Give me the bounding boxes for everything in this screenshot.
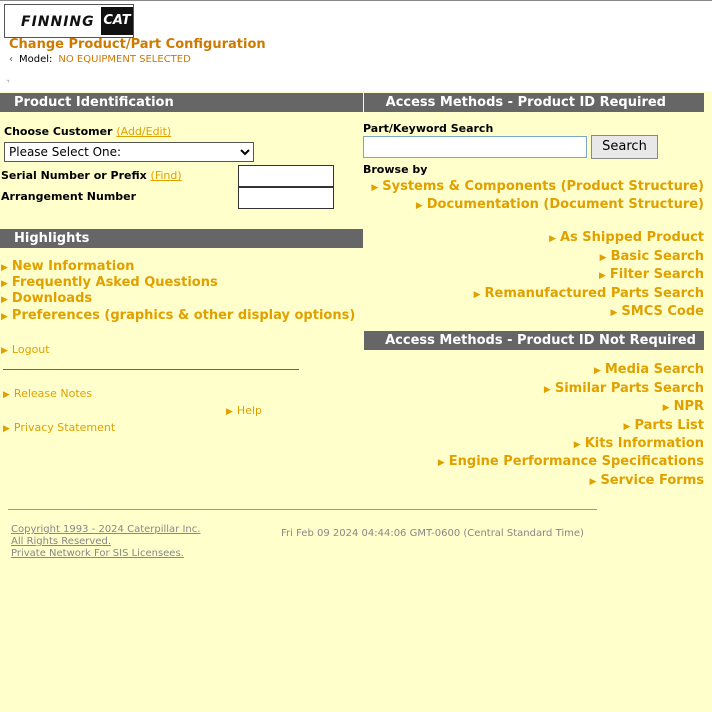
model-label: Model: <box>19 54 53 65</box>
access-not-required-header: Access Methods - Product ID Not Required <box>364 331 704 350</box>
triangle-right-icon: ▶ <box>589 477 597 487</box>
model-line <box>9 54 191 65</box>
browse-by-label: Browse by <box>363 163 428 176</box>
choose-customer-label: Choose Customer (Add/Edit) <box>4 125 172 138</box>
page-title[interactable]: Change Product/Part Configuration <box>9 37 266 52</box>
triangle-right-icon: ▶ <box>623 422 631 432</box>
systems-components-link[interactable]: ▶ Systems & Components (Product Structure) <box>371 179 704 194</box>
cat-logo-text: CAT <box>101 7 133 35</box>
remanufactured-parts-search-link[interactable]: ▶ Remanufactured Parts Search <box>473 286 704 301</box>
serial-number-input[interactable] <box>238 165 334 187</box>
footer-timestamp: Fri Feb 09 2024 04:44:06 GMT-0600 (Central Standard Time) <box>281 528 584 539</box>
triangle-right-icon: ▶ <box>549 234 556 244</box>
help-link[interactable]: ▶ Help <box>226 404 262 417</box>
find-serial-link[interactable]: (Find) <box>150 169 182 182</box>
highlights-header: Highlights <box>0 229 363 248</box>
triangle-right-icon: ▶ <box>610 308 618 318</box>
as-shipped-product-link[interactable]: ▶ As Shipped Product <box>549 230 704 245</box>
triangle-right-icon: ▶ <box>662 403 670 413</box>
finning-cat-logo[interactable] <box>4 4 134 38</box>
chevron-left-icon[interactable]: ‹ <box>9 54 13 65</box>
rights-link[interactable]: All Rights Reserved. <box>11 536 112 547</box>
triangle-right-icon: ▶ <box>593 366 601 376</box>
filter-search-link[interactable]: ▶ Filter Search <box>598 267 704 282</box>
triangle-right-icon: ▶ <box>226 407 233 417</box>
downloads-link[interactable]: ▶ Downloads <box>1 291 93 306</box>
release-notes-link[interactable]: ▶ Release Notes <box>3 387 93 400</box>
add-edit-customer-link[interactable]: (Add/Edit) <box>116 125 172 138</box>
npr-link[interactable]: ▶ NPR <box>662 399 704 414</box>
divider <box>3 369 299 370</box>
model-value: NO EQUIPMENT SELECTED <box>58 54 191 65</box>
product-identification-header: Product Identification <box>0 93 363 112</box>
logout-link[interactable]: ▶ Logout <box>1 343 50 356</box>
part-keyword-search-label: Part/Keyword Search <box>363 122 494 135</box>
triangle-right-icon: ▶ <box>573 440 581 450</box>
triangle-right-icon: ▶ <box>3 424 10 434</box>
part-keyword-search-input[interactable] <box>363 136 587 158</box>
privacy-statement-link[interactable]: ▶ Privacy Statement <box>3 421 116 434</box>
triangle-right-icon: ▶ <box>543 385 551 395</box>
smcs-code-link[interactable]: ▶ SMCS Code <box>610 304 704 319</box>
triangle-right-icon: ▶ <box>598 271 606 281</box>
private-network-link[interactable]: Private Network For SIS Licensees. <box>11 548 184 559</box>
triangle-right-icon: ▶ <box>599 253 607 263</box>
footer-divider <box>8 509 597 510</box>
arrangement-number-input[interactable] <box>238 187 334 209</box>
engine-performance-specifications-link[interactable]: ▶ Engine Performance Specifications <box>437 454 704 469</box>
search-button[interactable]: Search <box>591 135 658 159</box>
triangle-right-icon: ▶ <box>371 183 379 193</box>
triangle-right-icon: ▶ <box>437 458 445 468</box>
basic-search-link[interactable]: ▶ Basic Search <box>599 249 704 264</box>
serial-number-label: Serial Number or Prefix (Find) <box>1 169 182 182</box>
preferences-link[interactable]: ▶ Preferences (graphics & other display options) <box>1 308 356 323</box>
kits-information-link[interactable]: ▶ Kits Information <box>573 436 704 451</box>
media-search-link[interactable]: ▶ Media Search <box>593 362 704 377</box>
faq-link[interactable]: ▶ Frequently Asked Questions <box>1 275 218 290</box>
service-forms-link[interactable]: ▶ Service Forms <box>589 473 704 488</box>
new-information-link[interactable]: ▶ New Information <box>1 259 135 274</box>
finning-logo-text: FINNING <box>21 14 95 30</box>
triangle-right-icon: ▶ <box>1 279 8 289</box>
triangle-right-icon: ▶ <box>473 290 481 300</box>
similar-parts-search-link[interactable]: ▶ Similar Parts Search <box>543 381 704 396</box>
triangle-right-icon: ▶ <box>1 263 8 273</box>
broken-image-icon: ⌝ <box>6 79 10 88</box>
copyright-link[interactable]: Copyright 1993 - 2024 Caterpillar Inc. <box>11 524 201 535</box>
footer-legal <box>11 524 200 560</box>
triangle-right-icon: ▶ <box>3 390 10 400</box>
customer-select[interactable] <box>4 142 254 162</box>
triangle-right-icon: ▶ <box>1 312 8 322</box>
triangle-right-icon: ▶ <box>1 346 8 356</box>
triangle-right-icon: ▶ <box>1 295 8 305</box>
parts-list-link[interactable]: ▶ Parts List <box>623 418 704 433</box>
arrangement-number-label: Arrangement Number <box>1 190 137 203</box>
access-required-header: Access Methods - Product ID Required <box>364 93 704 112</box>
triangle-right-icon: ▶ <box>415 201 423 211</box>
documentation-link[interactable]: ▶ Documentation (Document Structure) <box>415 197 704 212</box>
